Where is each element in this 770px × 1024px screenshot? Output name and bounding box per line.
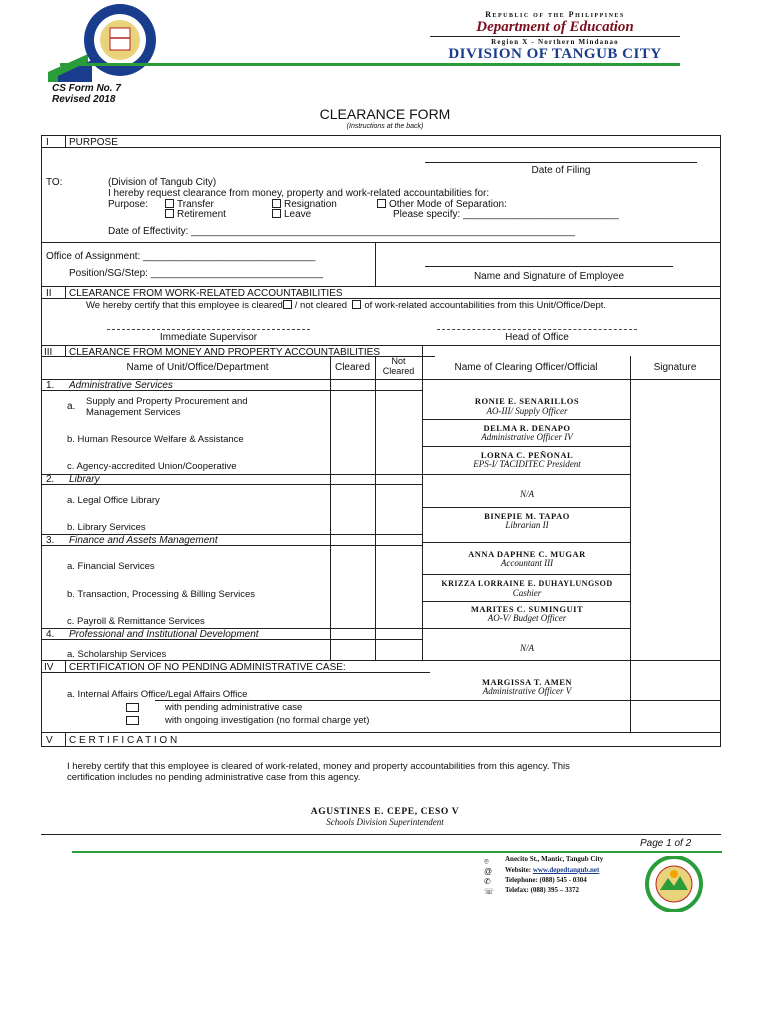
item-1c: c. Agency-accredited Union/Cooperative bbox=[67, 461, 237, 472]
section-4-heading: CERTIFICATION OF NO PENDING ADMINISTRATIVE CASE: bbox=[69, 662, 346, 673]
item-2b: b. Library Services bbox=[67, 522, 146, 533]
form-subtitle: (Instructions at the back) bbox=[346, 123, 424, 130]
option-leave[interactable]: Leave bbox=[272, 209, 311, 220]
division-logo bbox=[634, 856, 714, 912]
col-cleared-header: Cleared bbox=[334, 362, 371, 373]
supervisor-label: Immediate Supervisor bbox=[159, 332, 258, 343]
officer-7-name: KRIZZA LORRAINE E. DUHAYLUNGSOD bbox=[441, 579, 613, 588]
footer-rule bbox=[72, 851, 722, 853]
section-3-number: III bbox=[44, 347, 53, 358]
checkbox-pending-case[interactable] bbox=[126, 703, 139, 712]
section-3-heading: CLEARANCE FROM MONEY AND PROPERTY ACCOUNTABILITIES bbox=[69, 347, 380, 358]
office-of-assignment-field[interactable]: Office of Assignment: _______________________________ bbox=[46, 251, 316, 262]
col-signature-header: Signature bbox=[653, 362, 697, 373]
officer-5-title: Librarian II bbox=[505, 520, 549, 530]
officer-2-name: DELMA R. DENAPO bbox=[483, 423, 571, 433]
checkbox-retirement[interactable] bbox=[165, 209, 174, 218]
item-1a-line2: Management Services bbox=[86, 407, 181, 418]
purpose-label: Purpose: bbox=[108, 199, 149, 210]
checkbox-resignation[interactable] bbox=[272, 199, 281, 208]
option-transfer[interactable]: Transfer bbox=[165, 199, 214, 210]
officer-6-title: Accountant III bbox=[500, 558, 554, 568]
officer-8-title: AO-V/ Budget Officer bbox=[487, 613, 567, 623]
item-1a-line1: Supply and Property Procurement and bbox=[86, 396, 248, 407]
footer-address: Anecito St., Mantic, Tangub City bbox=[505, 855, 604, 863]
officer-5-name: BINEPIE M. TAPAO bbox=[484, 511, 570, 521]
to-label: TO: bbox=[46, 177, 63, 188]
checkbox-not-cleared[interactable] bbox=[352, 300, 361, 309]
website-link[interactable]: www.depedtangub.net bbox=[532, 866, 600, 874]
officer-10-title: Administrative Officer V bbox=[482, 686, 572, 696]
footer-website: Website: www.depedtangub.net bbox=[505, 866, 600, 874]
certification-text-2: certification includes no pending administrative case from this agency. bbox=[67, 772, 361, 783]
cat-4-number: 4. bbox=[46, 629, 55, 640]
section-1-heading: PURPOSE bbox=[69, 137, 118, 148]
cat-1-number: 1. bbox=[46, 380, 55, 391]
officer-2-title: Administrative Officer IV bbox=[481, 432, 573, 442]
item-1a-letter: a. bbox=[67, 401, 76, 412]
option-other-separation[interactable]: Other Mode of Separation: bbox=[377, 199, 507, 210]
region-line: Region X - Northern Mindanao bbox=[491, 38, 619, 46]
section-5-heading: C E R T I F I C A T I O N bbox=[69, 735, 178, 746]
officer-9-na: N/A bbox=[519, 643, 534, 653]
checkbox-other[interactable] bbox=[377, 199, 386, 208]
officer-3-title: EPS-I/ TACIDITEC President bbox=[473, 459, 581, 469]
head-of-office-label: Head of Office bbox=[505, 332, 569, 343]
item-3a: a. Financial Services bbox=[67, 561, 155, 572]
cat-1-heading: Administrative Services bbox=[69, 380, 173, 391]
ongoing-investigation-label: with ongoing investigation (no formal charge yet) bbox=[165, 715, 370, 726]
page-number: Page 1 of 2 bbox=[640, 838, 692, 849]
employee-signature-label: Name and Signature of Employee bbox=[473, 271, 625, 282]
cat-3-heading: Finance and Assets Management bbox=[69, 535, 218, 546]
item-4-internal-affairs: a. Internal Affairs Office/Legal Affairs Office bbox=[67, 689, 248, 700]
col-not-cleared-header: Not bbox=[391, 356, 406, 366]
section-2-heading: CLEARANCE FROM WORK-RELATED ACCOUNTABILITIES bbox=[69, 288, 343, 299]
checkbox-transfer[interactable] bbox=[165, 199, 174, 208]
option-resignation[interactable]: Resignation bbox=[272, 199, 337, 210]
division-title: DIVISION OF TANGUB CITY bbox=[448, 46, 662, 62]
col-unit-header: Name of Unit/Office/Department bbox=[126, 362, 269, 373]
officer-4-na: N/A bbox=[519, 489, 534, 499]
superintendent-name: AGUSTINES E. CEPE, CESO V bbox=[310, 807, 460, 817]
date-of-effectivity-field[interactable]: Date of Effectivity: _____________________________________________________________________ bbox=[108, 226, 575, 237]
phone-icon: ✆ bbox=[484, 877, 491, 886]
section-2-number: II bbox=[46, 288, 52, 299]
officer-8-name: MARITES C. SUMINGUIT bbox=[470, 604, 584, 614]
item-4a: a. Scholarship Services bbox=[67, 649, 167, 660]
officer-3-name: LORNA C. PEÑONAL bbox=[480, 450, 574, 460]
cat-2-heading: Library bbox=[69, 474, 100, 485]
request-text: I hereby request clearance from money, property and work-related accountabilities for: bbox=[108, 188, 490, 199]
superintendent-title: Schools Division Superintendent bbox=[326, 817, 444, 827]
position-field[interactable]: Position/SG/Step: _______________________________ bbox=[69, 268, 324, 279]
checkbox-cleared[interactable] bbox=[283, 300, 292, 309]
section-1-number: I bbox=[46, 137, 49, 148]
item-1b: b. Human Resource Welfare & Assistance bbox=[67, 434, 244, 445]
please-specify-field[interactable]: Please specify: ____________________________ bbox=[393, 209, 619, 220]
form-number: CS Form No. 7 bbox=[52, 83, 121, 94]
header-rule bbox=[60, 63, 680, 66]
cat-3-number: 3. bbox=[46, 535, 55, 546]
item-3c: c. Payroll & Remittance Services bbox=[67, 616, 205, 627]
date-of-filing-label: Date of Filing bbox=[531, 165, 591, 176]
officer-6-name: ANNA DAPHNE C. MUGAR bbox=[468, 549, 586, 559]
officer-1-name: RONIE E. SENARILLOS bbox=[474, 396, 580, 406]
item-2a: a. Legal Office Library bbox=[67, 495, 160, 506]
republic-line: Republic of the Philippines bbox=[485, 10, 625, 19]
work-certify-text: We hereby certify that this employee is cleared / not cleared of work-related accountabilities from this Unit/Office/Dept. bbox=[86, 300, 607, 311]
addressee: (Division of Tangub City) bbox=[108, 177, 217, 188]
form-revision: Revised 2018 bbox=[52, 94, 116, 105]
location-icon: ⌾ bbox=[484, 857, 489, 866]
col-officer-header: Name of Clearing Officer/Official bbox=[454, 362, 598, 373]
pending-case-label: with pending administrative case bbox=[165, 702, 303, 713]
section-5-number: V bbox=[46, 735, 53, 746]
footer-telefax: Telefax: (088) 395 – 3372 bbox=[505, 886, 580, 894]
deped-seal bbox=[48, 2, 168, 82]
cat-4-heading: Professional and Institutional Development bbox=[69, 629, 259, 640]
officer-7-title: Cashier bbox=[512, 588, 542, 598]
col-not-cleared-header-2: Cleared bbox=[382, 366, 415, 376]
item-3b: b. Transaction, Processing & Billing Services bbox=[67, 589, 255, 600]
fax-icon: ☏ bbox=[484, 887, 495, 896]
option-retirement[interactable]: Retirement bbox=[165, 209, 226, 220]
cat-2-number: 2. bbox=[46, 474, 55, 485]
web-icon: @ bbox=[484, 867, 493, 876]
officer-10-name: MARGISSA T. AMEN bbox=[481, 677, 573, 687]
certification-text-1: I hereby certify that this employee is cleared of work-related, money and property accountabilities from this agency. This bbox=[67, 761, 570, 772]
checkbox-leave[interactable] bbox=[272, 209, 281, 218]
section-4-number: IV bbox=[44, 662, 54, 673]
checkbox-ongoing-investigation[interactable] bbox=[126, 716, 139, 725]
footer-telephone: Telephone: (088) 545 - 0304 bbox=[505, 876, 587, 884]
form-title: CLEARANCE FORM bbox=[319, 106, 451, 122]
department-title: Department of Education bbox=[476, 19, 634, 35]
officer-1-title: AO-III/ Supply Officer bbox=[486, 406, 568, 416]
